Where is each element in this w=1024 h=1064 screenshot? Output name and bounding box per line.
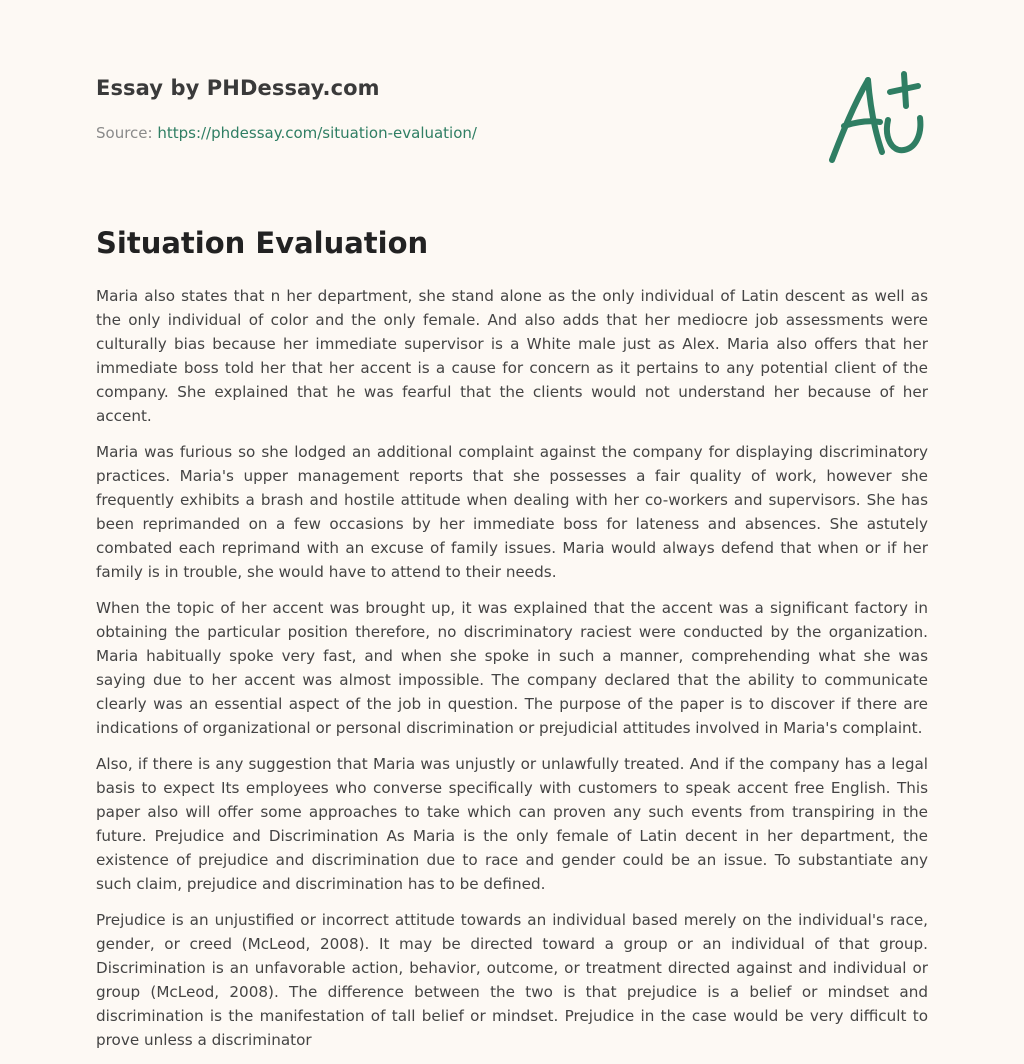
essay-paragraph: Prejudice is an unjustified or incorrect attitude towards an individual based merely on the individual's race, gender, or creed (McLeod, 2008). It may be directed toward a group or an individual of that group. Discrimination is an unfavorable action, behavior, outcome, or treatment directed against and individual or group (McLeod, 2008). The difference between the two is that prejudice is a belief or mindset and discrimination is the manifestation of tall belief or mindset. Prejudice in the case would be very difficult to prove unless a discriminator	[96, 911, 928, 1049]
page-header	[96, 0, 928, 190]
essay-title: Situation Evaluation	[96, 226, 429, 260]
essay-page	[96, 0, 928, 1049]
essay-paragraph: Also, if there is any suggestion that Maria was unjustly or unlawfully treated. And if the company has a legal basis to expect Its employees who converse specifically with customers to speak accent free English. This paper also will offer some approaches to take which can proven any such events from transpiring in the future. Prejudice and Discrimination As Maria is the only female of Latin decent in her department, the existence of prejudice and discrimination due to race and gender could be an issue. To substantiate any such claim, prejudice and discrimination has to be defined.	[96, 755, 928, 893]
source-label: Source:	[96, 124, 158, 142]
a-plus-grade-logo-icon	[824, 64, 928, 168]
essay-paragraph: Maria also states that n her department, she stand alone as the only individual of Latin descent as well as the only individual of color and the only female. And also adds that her mediocre job assessments were culturally bias because her immediate supervisor is a White male just as Alex. Maria also offers that her immediate boss told her that her accent is a cause for concern as it pertains to any potential client of the company. She explained that he was fearful that the clients would not understand her because of her accent.	[96, 287, 928, 425]
essay-body	[96, 284, 928, 1064]
essay-paragraph: Maria was furious so she lodged an additional complaint against the company for displaying discriminatory practices. Maria's upper management reports that she possesses a fair quality of work, however she frequently exhibits a brash and hostile attitude when dealing with her co-workers and supervisors. She has been reprimanded on a few occasions by her immediate boss for lateness and absences. She astutely combated each reprimand with an excuse of family issues. Maria would always defend that when or if her family is in trouble, she would have to attend to their needs.	[96, 443, 928, 581]
essay-paragraph: When the topic of her accent was brought up, it was explained that the accent was a significant factory in obtaining the particular position therefore, no discriminatory raciest were conducted by the organization. Maria habitually spoke very fast, and when she spoke in such a manner, comprehending what she was saying due to her accent was almost impossible. The company declared that the ability to communicate clearly was an essential aspect of the job in question. The purpose of the paper is to discover if there are indications of organizational or personal discrimination or prejudicial attitudes involved in Maria's complaint.	[96, 599, 928, 737]
site-brand: Essay by PHDessay.com	[96, 76, 380, 100]
source-link[interactable]: https://phdessay.com/situation-evaluation/	[157, 124, 477, 142]
source-line	[96, 124, 477, 142]
